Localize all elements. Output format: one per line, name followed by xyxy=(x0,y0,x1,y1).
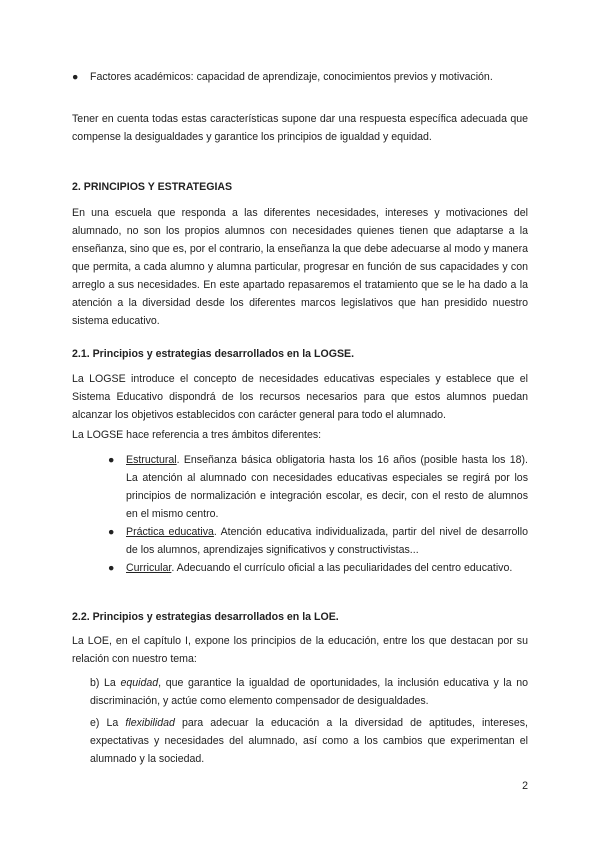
list-item-text: Factores académicos: capacidad de aprendizaje, conocimientos previos y motivación. xyxy=(90,71,493,83)
page-number: 2 xyxy=(522,780,528,792)
list-item-term: Estructural xyxy=(126,454,177,466)
intro-paragraph: Tener en cuenta todas estas características supone dar una respuesta específica adecuada que compense la desigualdades y garantice los principios de igualdad y equidad. xyxy=(72,113,528,143)
list-item-term: Curricular xyxy=(126,562,172,574)
principle-term: flexibilidad xyxy=(125,717,175,729)
bullet-icon: ● xyxy=(108,562,115,574)
list-item-text: . Enseñanza básica obligatoria hasta los 16 años (posible hasta los 18). La atención al alumnado con necesidades educativas especiales se regirá por los principios de normalización e integración escolar, es decir, con el resto de alumnos en el mismo centro. xyxy=(126,454,528,520)
list-item xyxy=(108,559,528,577)
principle-item-e xyxy=(90,714,528,768)
section-2-2-heading-block xyxy=(72,608,528,626)
section-2-2-para1-block xyxy=(72,632,528,668)
section-paragraph: La LOGSE introduce el concepto de necesidades educativas especiales y establece que el Sistema Educativo dispondrá de los recursos necesarios para que estos alumnos puedan alcanzar los objetivos establecidos con carácter general para todo el alumnado. xyxy=(72,373,528,421)
list-item-text: . Atención educativa individualizada, partir del nivel de desarrollo de los alumnos, aprendizajes significativos y constructivistas... xyxy=(126,526,528,556)
principle-text: , que garantice la igualdad de oportunidades, la inclusión educativa y la no discriminación, y actúe como elemento compensador de desigualdades. xyxy=(90,677,529,707)
section-2-paragraph-block xyxy=(72,204,528,330)
principle-item-b xyxy=(90,674,528,710)
section-heading: 2. PRINCIPIOS Y ESTRATEGIAS xyxy=(72,181,233,193)
list-item xyxy=(108,523,528,559)
section-2-heading-block xyxy=(72,178,528,196)
bullet-icon: ● xyxy=(108,454,115,466)
section-2-1-heading-block xyxy=(72,345,528,363)
principle-term: equidad xyxy=(120,677,159,689)
section-2-1-list-block xyxy=(108,451,528,577)
section-2-1-para1-block xyxy=(72,370,528,424)
section-paragraph: La LOE, en el capítulo I, expone los principios de la educación, entre los que destacan por su relación con nuestro tema: xyxy=(72,635,528,665)
bullet-icon: ● xyxy=(108,526,115,538)
principle-text: para adecuar la educación a la diversidad de aptitudes, intereses, expectativas y necesidades del alumnado, así como a los cambios que experimentan el alumnado y la sociedad. xyxy=(90,717,528,765)
list-item-text: . Adecuando el currículo oficial a las peculiaridades del centro educativo. xyxy=(171,562,513,574)
principle-prefix: b) La xyxy=(90,677,121,689)
intro-paragraph-block xyxy=(72,110,528,146)
list-item-term: Práctica educativa xyxy=(126,526,214,538)
section-paragraph: La LOGSE hace referencia a tres ámbitos diferentes: xyxy=(72,429,322,441)
item-e-block xyxy=(90,714,528,768)
bullet-icon: ● xyxy=(72,71,79,83)
section-2-1-para2-block xyxy=(72,426,528,444)
section-paragraph: En una escuela que responda a las diferentes necesidades, intereses y motivaciones del alumnado, no son los propios alumnos con necesidades quienes tienen que adaptarse a la enseñanza, sino que es, por el contrario, la enseñanza la que debe adecuarse al modo y manera que permita, a cada alumno y alumna particular, progresar en función de sus capacidades y con arreglo a sus necesidades. En este apartado repasaremos el tratamiento que se le ha dado a la atención a la diversidad desde los diferentes marcos legislativos que han presidido nuestro sistema educativo. xyxy=(72,207,528,327)
bullet-list xyxy=(72,68,528,86)
list-item xyxy=(72,68,528,86)
item-b-block xyxy=(90,674,528,710)
section-heading: 2.1. Principios y estrategias desarrollados en la LOGSE. xyxy=(72,348,355,360)
bullet-list xyxy=(108,451,528,577)
top-bullet-block xyxy=(72,68,528,86)
list-item xyxy=(108,451,528,523)
principle-prefix: e) La xyxy=(90,717,126,729)
section-heading: 2.2. Principios y estrategias desarrollados en la LOE. xyxy=(72,611,339,623)
